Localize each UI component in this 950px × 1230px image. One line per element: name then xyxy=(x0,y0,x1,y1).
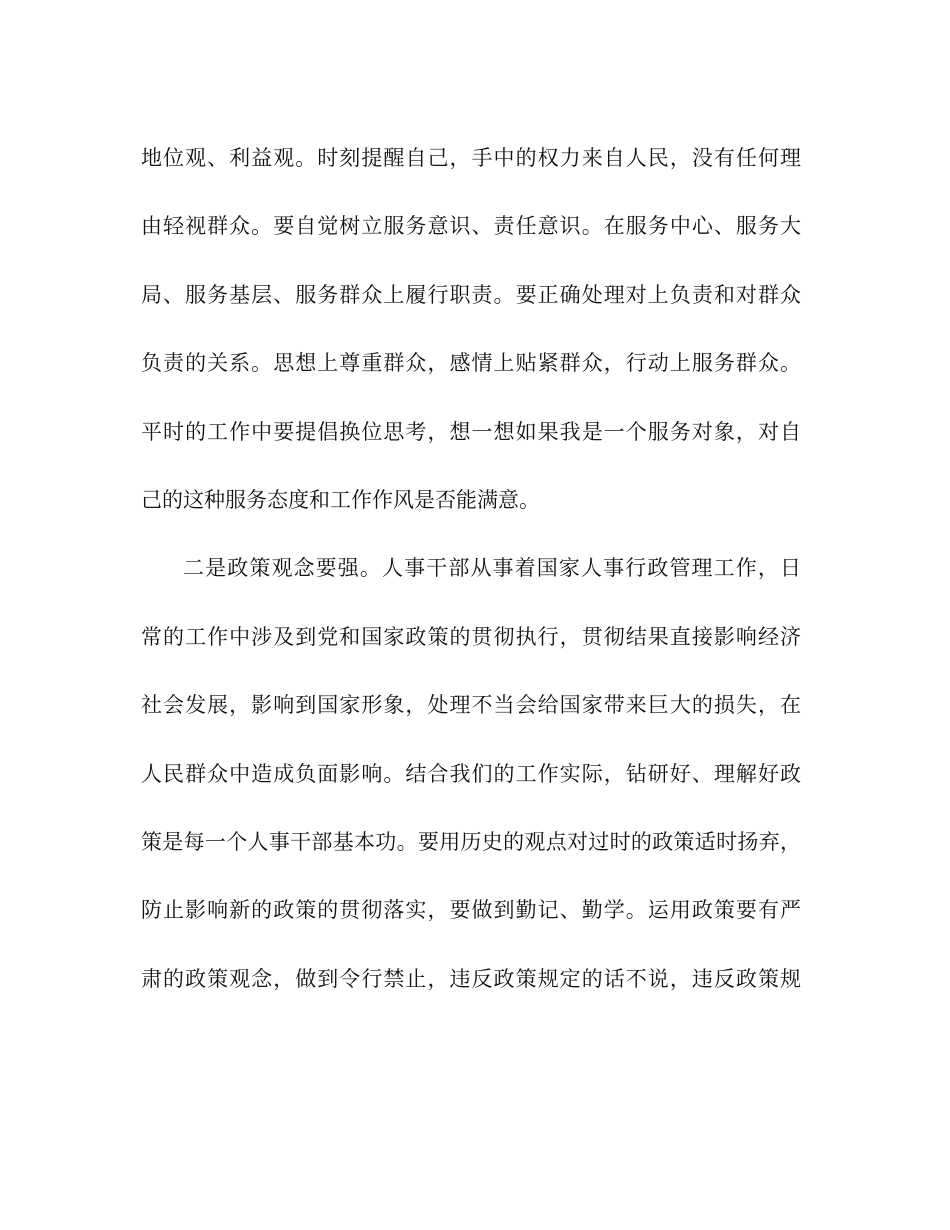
text-line: 地位观、利益观。时刻提醒自己，手中的权力来自人民，没有任何理 xyxy=(141,146,801,170)
text-line: 人民群众中造成负面影响。结合我们的工作实际，钻研好、理解好政 xyxy=(141,761,801,786)
text-line: 平时的工作中要提倡换位思考，想一想如果我是一个服务对象，对自 xyxy=(141,419,801,444)
text-line: 策是每一个人事干部基本功。要用历史的观点对过时的政策适时扬弃， xyxy=(141,829,801,854)
text-line: 防止影响新的政策的贯彻落实，要做到勤记、勤学。运用政策要有严 xyxy=(141,898,801,923)
text-line: 肃的政策观念，做到令行禁止，违反政策规定的话不说，违反政策规 xyxy=(141,966,801,991)
text-line: 局、服务基层、服务群众上履行职责。要正确处理对上负责和对群众 xyxy=(141,282,801,307)
text-line: 由轻视群众。要自觉树立服务意识、责任意识。在服务中心、服务大 xyxy=(141,214,801,239)
body-text xyxy=(141,136,801,1025)
text-line: 负责的关系。思想上尊重群众，感情上贴紧群众，行动上服务群众。 xyxy=(141,351,801,376)
text-line: 社会发展，影响到国家形象，处理不当会给国家带来巨大的损失，在 xyxy=(141,693,801,718)
text-line: 常的工作中涉及到党和国家政策的贯彻执行，贯彻结果直接影响经济 xyxy=(141,624,801,649)
paragraph-start-line: 二是政策观念要强。人事干部从事着国家人事行政管理工作，日 xyxy=(183,556,801,581)
text-line: 己的这种服务态度和工作作风是否能满意。 xyxy=(141,487,540,512)
